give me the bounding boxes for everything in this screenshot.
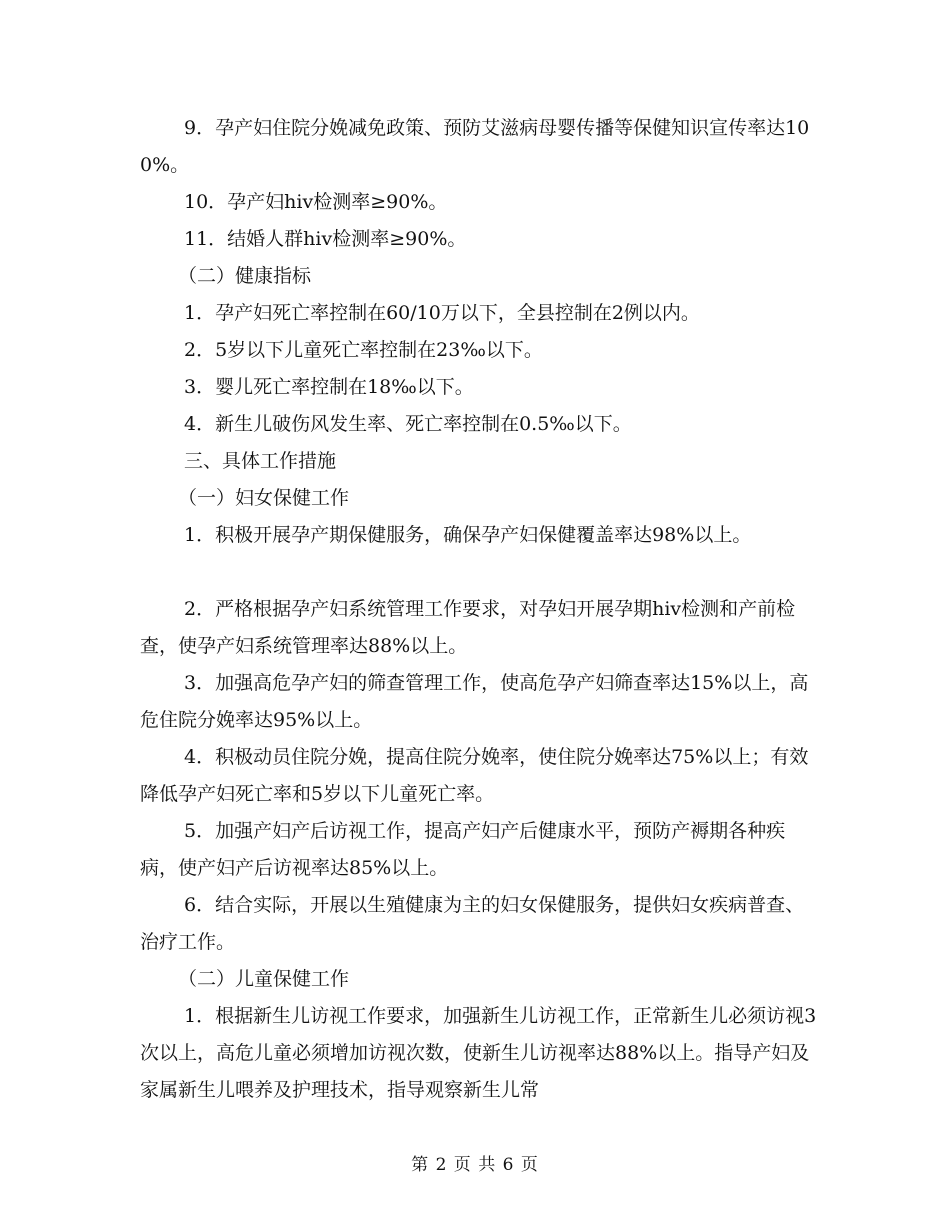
page-footer: 第 2 页 共 6 页 <box>411 1155 539 1175</box>
paragraph-health-3: 3．婴儿死亡率控制在18‰以下。 <box>184 376 474 398</box>
paragraph-health-1: 1．孕产妇死亡率控制在60/10万以下，全县控制在2例以内。 <box>184 302 700 324</box>
paragraph-women-5: 5．加强产妇产后访视工作，提高产妇产后健康水平，预防产褥期各种疾病，使产妇产后访视率达85%以上。 <box>140 820 786 879</box>
paragraph-health-2: 2．5岁以下儿童死亡率控制在23‰以下。 <box>184 339 543 361</box>
paragraph-spacer <box>140 554 820 591</box>
paragraph-women-4: 4．积极动员住院分娩，提高住院分娩率，使住院分娩率达75%以上；有效降低孕产妇死亡率和5岁以下儿童死亡率。 <box>140 746 809 805</box>
paragraph-women-1: 1．积极开展孕产期保健服务，确保孕产妇保健覆盖率达98%以上。 <box>184 524 752 546</box>
paragraph-child-1: 1．根据新生儿访视工作要求，加强新生儿访视工作，正常新生儿必须访视3次以上，高危儿童必须增加访视次数，使新生儿访视率达88%以上。指导产妇及家属新生儿喂养及护理技术，指导观察新生儿常 <box>140 1005 817 1101</box>
section-heading-measures: 三、具体工作措施 <box>184 450 337 472</box>
section-heading-health-indicators: （二）健康指标 <box>178 265 312 287</box>
paragraph-women-3: 3．加强高危孕产妇的筛查管理工作，使高危孕产妇筛查率达15%以上，高危住院分娩率达95%以上。 <box>140 672 809 731</box>
section-heading-child-health: （二）儿童保健工作 <box>178 968 350 990</box>
paragraph-women-6: 6．结合实际，开展以生殖健康为主的妇女保健服务，提供妇女疾病普查、治疗工作。 <box>140 894 805 953</box>
section-heading-women-health: （一）妇女保健工作 <box>178 487 350 509</box>
paragraph-item-9: 9．孕产妇住院分娩减免政策、预防艾滋病母婴传播等保健知识宣传率达100%。 <box>140 117 810 176</box>
paragraph-women-2: 2．严格根据孕产妇系统管理工作要求，对孕妇开展孕期hiv检测和产前检查，使孕产妇系统管理率达88%以上。 <box>140 598 796 657</box>
paragraph-item-10: 10．孕产妇hiv检测率≥90%。 <box>184 191 448 213</box>
paragraph-item-11: 11．结婚人群hiv检测率≥90%。 <box>184 228 467 250</box>
paragraph-health-4: 4．新生儿破伤风发生率、死亡率控制在0.5‰以下。 <box>184 413 632 435</box>
document-body <box>140 110 820 1109</box>
